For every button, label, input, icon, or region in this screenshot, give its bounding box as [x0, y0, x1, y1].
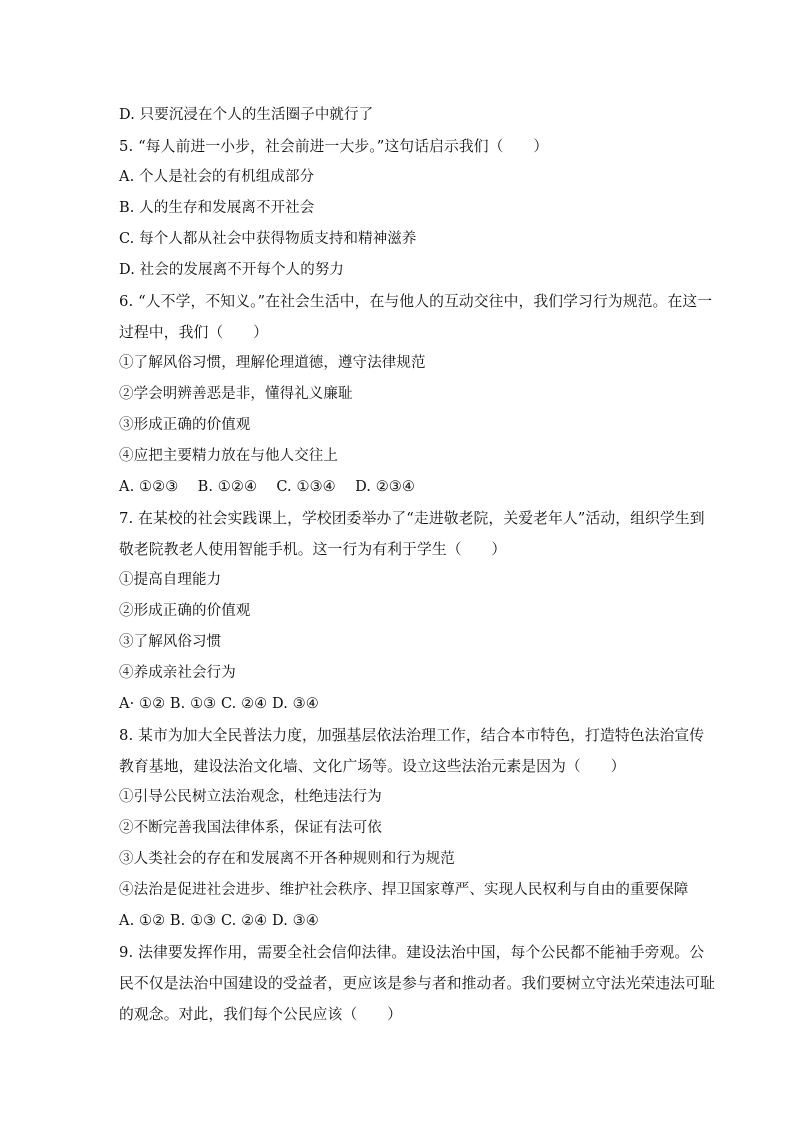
q9-stem-line-3: 的观念。对此，我们每个公民应该（ ）: [119, 1006, 403, 1023]
q7-statement-3: ③了解风俗习惯: [119, 634, 222, 650]
q6-statement-3: ③形成正确的价值观: [119, 417, 251, 433]
q8-stem-line-1: 8. 某市为加大全民普法力度，加强基层依法治理工作，结合本市特色，打造特色法治宣传: [119, 727, 705, 744]
question-text-block: [119, 100, 715, 1030]
q8-statement-4: ④法治是促进社会进步、维护社会秩序、捍卫国家尊严、实现人民权利与自由的重要保障: [119, 882, 689, 898]
q8-statement-2: ②不断完善我国法律体系，保证有法可依: [119, 820, 382, 836]
q8-stem-line-2: 教育基地，建设法治文化墙、文化广场等。设立这些法治元素是因为（ ）: [119, 758, 626, 775]
q5-option-c: C. 每个人都从社会中获得物质支持和精神滋养: [119, 231, 417, 247]
q9-stem-line-2: 民不仅是法治中国建设的受益者，更应该是参与者和推动者。我们要树立守法光荣违法可耻: [119, 975, 715, 992]
q4-option-d: D. 只要沉浸在个人的生活圈子中就行了: [119, 107, 374, 123]
q6-statement-4: ④应把主要精力放在与他人交往上: [119, 448, 338, 464]
q9-stem-line-1: 9. 法律要发挥作用，需要全社会信仰法律。建设法治中国，每个公民都不能袖手旁观。公: [119, 944, 705, 961]
q8-options: A. ①② B. ①③ C. ②④ D. ③④: [119, 913, 319, 929]
q7-statement-2: ②形成正确的价值观: [119, 603, 251, 619]
q7-stem-line-1: 7. 在某校的社会实践课上，学校团委举办了“走进敬老院，关爱老年人”活动，组织学生到: [119, 510, 705, 527]
q5-stem: 5. “每人前进一小步，社会前进一大步。”这句话启示我们（ ）: [119, 138, 549, 155]
q7-statement-4: ④养成亲社会行为: [119, 665, 236, 681]
q7-statement-1: ①提高自理能力: [119, 572, 222, 588]
q6-stem-line-2: 过程中，我们（ ）: [119, 324, 268, 341]
q6-stem-line-1: 6. “人不学，不知义。”在社会生活中，在与他人的互动交往中，我们学习行为规范。在这一: [119, 293, 713, 310]
q5-option-d: D. 社会的发展离不开每个人的努力: [119, 262, 345, 278]
q6-options: A. ①②③ B. ①②④ C. ①③④ D. ②③④: [119, 479, 416, 495]
q8-statement-3: ③人类社会的存在和发展离不开各种规则和行为规范: [119, 851, 455, 867]
q6-statement-2: ②学会明辨善恶是非，懂得礼义廉耻: [119, 386, 353, 402]
q5-option-b: B. 人的生存和发展离不开社会: [119, 200, 315, 216]
q7-options: A· ①② B. ①③ C. ②④ D. ③④: [119, 696, 319, 712]
q7-stem-line-2: 敬老院教老人使用智能手机。这一行为有利于学生（ ）: [119, 541, 507, 558]
q5-option-a: A. 个人是社会的有机组成部分: [119, 169, 315, 185]
q8-statement-1: ①引导公民树立法治观念，杜绝违法行为: [119, 789, 382, 805]
q6-statement-1: ①了解风俗习惯，理解伦理道德，遵守法律规范: [119, 355, 426, 371]
